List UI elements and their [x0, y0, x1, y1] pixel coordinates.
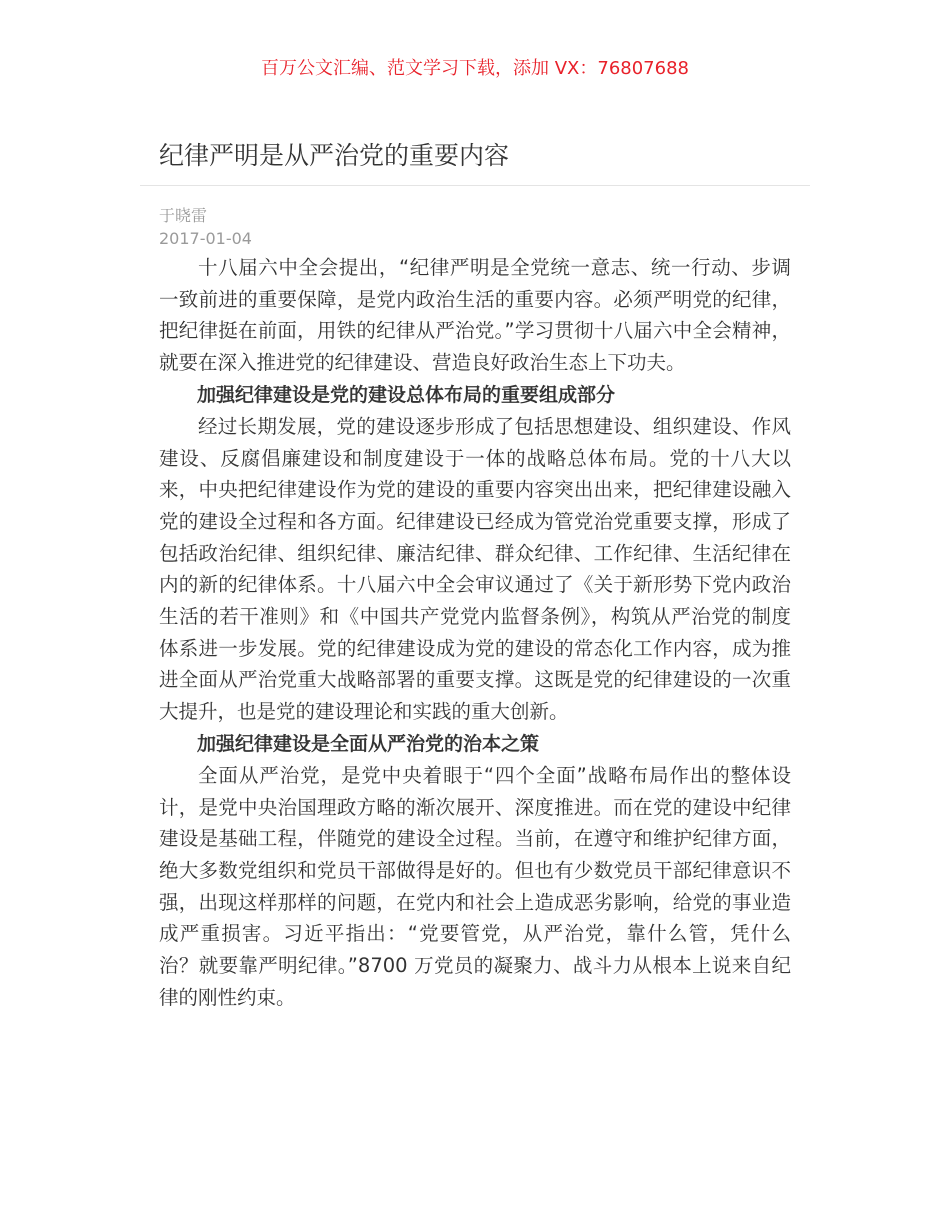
article-meta	[140, 186, 810, 250]
publish-date: 2017-01-04	[159, 229, 252, 248]
article-title: 纪律严明是从严治党的重要内容	[140, 130, 810, 186]
paragraph-3: 全面从严治党，是党中央着眼于“四个全面”战略布局作出的整体设计，是党中央治国理政方略的渐次展开、深度推进。而在党的建设中纪律建设是基础工程，伴随党的建设全过程。当前，在遵守和维护纪律方面，绝大多数党组织和党员干部做得是好的。但也有少数党员干部纪律意识不强，出现这样那样的问题，在党内和社会上造成恶劣影响，给党的事业造成严重损害。习近平指出：“党要管党，从严治党，靠什么管，凭什么治？就要靠严明纪律。”8700 万党员的凝聚力、战斗力从根本上说来自纪律的刚性约束。	[159, 763, 791, 1009]
section-heading-2: 加强纪律建设是全面从严治党的治本之策	[197, 732, 540, 755]
paragraph-1: 十八届六中全会提出，“纪律严明是全党统一意志、统一行动、步调一致前进的重要保障，是党内政治生活的重要内容。必须严明党的纪律，把纪律挺在前面，用铁的纪律从严治党。”学习贯彻十八届六中全会精神，就要在深入推进党的纪律建设、营造良好政治生态上下功夫。	[159, 256, 791, 375]
author: 于晓雷	[159, 206, 208, 225]
promo-banner: 百万公文汇编、范文学习下载，添加 VX：76807688	[261, 58, 689, 79]
article	[140, 130, 810, 1013]
article-body	[140, 252, 810, 1013]
section-heading-1: 加强纪律建设是党的建设总体布局的重要组成部分	[197, 383, 616, 406]
paragraph-2: 经过长期发展，党的建设逐步形成了包括思想建设、组织建设、作风建设、反腐倡廉建设和制度建设于一体的战略总体布局。党的十八大以来，中央把纪律建设作为党的建设的重要内容突出出来，把纪律建设融入党的建设全过程和各方面。纪律建设已经成为管党治党重要支撑，形成了包括政治纪律、组织纪律、廉洁纪律、群众纪律、工作纪律、生活纪律在内的新的纪律体系。十八届六中全会审议通过了《关于新形势下党内政治生活的若干准则》和《中国共产党党内监督条例》，构筑从严治党的制度体系进一步发展。党的纪律建设成为党的建设的常态化工作内容，成为推进全面从严治党重大战略部署的重要支撑。这既是党的纪律建设的一次重大提升，也是党的建设理论和实践的重大创新。	[159, 414, 791, 724]
